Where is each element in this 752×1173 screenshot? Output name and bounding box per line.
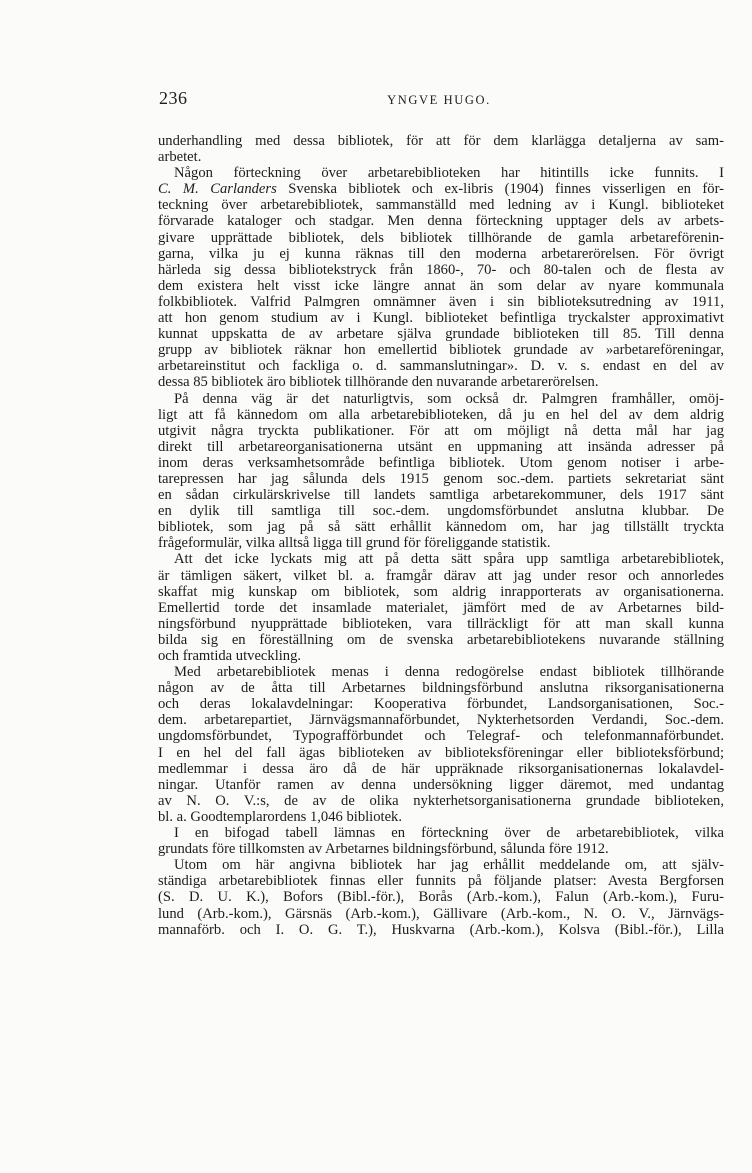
text-line: en dylik till samtliga till soc.-dem. ungdomsförbundet anslutna klubbar. De	[158, 503, 724, 520]
text-line: en sådan cirkulärskrivelse till landets samtliga arbetarekommuner, dels 1917 sänt	[158, 487, 724, 504]
text-line: givare upprättade bibliotek, dels bibliotek tillhörande de gamla arbetareförenin-	[158, 229, 724, 246]
text-line: Med arbetarebibliotek menas i denna redogörelse endast bibliotek tillhörande	[174, 664, 724, 681]
text-line: av N. O. V.:s, de av de olika nykterhetsorganisationerna grundade biblioteken,	[158, 792, 724, 809]
text-line: och deras lokalavdelningar: Kooperativa förbundet, Landsorganisationen, Soc.-	[158, 696, 724, 713]
text-line: härleda sig dessa bibliotekstryck från 1860-, 70- och 80-talen och de flesta av	[158, 261, 724, 278]
text-line: arbetareinstitut och fackliga o. d. sammanslutningar». D. v. s. endast en del av	[158, 358, 724, 375]
text-line: ningsförbund nyupprättade biblioteken, vara tillräckligt för att man skall kunna	[158, 615, 724, 632]
text-line: Att det icke lyckats mig att på detta sätt spåra upp samtliga arbetarebibliotek,	[174, 551, 724, 568]
italic-author-name: C. M. Carlanders	[158, 181, 277, 198]
text-line: ständiga arbetarebibliotek finnas eller funnits på följande platser: Avesta Bergforsen	[158, 873, 724, 890]
text-line: ligt att få kännedom om alla arbetarebiblioteken, då ju en hel del av dem aldrig	[158, 406, 724, 423]
text-line: bl. a. Goodtemplarordens 1,046 bibliotek.	[158, 808, 402, 825]
text-line: skaffat mig kunskap om bibliotek, som aldrig inrapporterats av organisationerna.	[158, 583, 724, 600]
text-line: dem existera helt visst icke längre annat än som delar av nyare kommunala	[158, 277, 724, 294]
text-line: inom deras verksamhetsområde befintliga bibliotek. Utom genom notiser i arbe-	[158, 454, 724, 471]
text-line: C. M. Carlanders Svenska bibliotek och ex-libris (1904) finnes visserligen en för-	[158, 181, 724, 198]
text-line: mannaförb. och I. O. G. T.), Huskvarna (Arb.-kom.), Kolsva (Bibl.-för.), Lilla	[158, 921, 724, 938]
text-line: grupp av bibliotek räknar hon emellertid bibliotek grundade av »arbetareföreningar,	[158, 342, 724, 359]
text-line: folkbibliotek. Valfrid Palmgren omnämner även i sin biblioteksutredning av 1911,	[158, 293, 724, 310]
text-line: utgivit några tryckta publikationer. För att om möjligt nå detta mål har jag	[158, 422, 724, 439]
text-line: är tämligen säkert, vilket bl. a. framgår därav att jag under resor och annorledes	[158, 567, 724, 584]
text-line: förvarade kataloger och stadgar. Men denna förteckning upptager dels av arbets-	[158, 213, 724, 230]
text-line: dem. arbetarepartiet, Järnvägsmannaförbundet, Nykterhetsorden Verdandi, Soc.-dem.	[158, 712, 724, 729]
text-line: bilda sig en föreställning om de svenska arbetarebibliotekens nuvarande ställning	[158, 631, 724, 648]
text-line: kunnat uppskatta de av arbetare själva grundade biblioteken till 85. Till denna	[158, 326, 724, 343]
text-line: lund (Arb.-kom.), Gärsnäs (Arb.-kom.), Gällivare (Arb.-kom., N. O. V., Järnvägs-	[158, 905, 724, 922]
text-line: frågeformulär, vilka alltså ligga till grund för föreliggande statistik.	[158, 535, 551, 552]
text-line: arbetet.	[158, 149, 202, 166]
text-line: medlemmar i dessa äro då de här uppräknade riksorganisationernas lokalavdel-	[158, 760, 724, 777]
text-line: tarepressen har jag sålunda dels 1915 genom soc.-dem. partiets sekretariat sänt	[158, 470, 724, 487]
text-line: Utom om här angivna bibliotek har jag erhållit meddelande om, att själv-	[174, 857, 724, 874]
text-line: I en bifogad tabell lämnas en förteckning över de arbetarebibliotek, vilka	[174, 825, 724, 842]
page-number: 236	[159, 88, 188, 108]
text-line: att hon genom studium av i Kungl. biblioteket befintliga tryckalster approximativt	[158, 310, 724, 327]
text-line: garna, vilka ju ej kunna räknas till den moderna arbetarerörelsen. För övrigt	[158, 245, 724, 262]
text-line: direkt till arbetareorganisationerna utsänt en uppmaning att insända adresser på	[158, 438, 724, 455]
text-line: På denna väg är det naturligtvis, som också dr. Palmgren framhåller, omöj-	[174, 390, 724, 407]
text-line: Någon förteckning över arbetarebiblioteken har hitintills icke funnits. I	[174, 165, 724, 182]
text-line: dessa 85 bibliotek äro bibliotek tillhörande den nuvarande arbetarerörelsen.	[158, 374, 599, 391]
running-head: YNGVE HUGO.	[387, 93, 491, 107]
body-text	[158, 133, 724, 938]
text-line: och framtida utveckling.	[158, 648, 302, 664]
text-line: grundats före tillkomsten av Arbetarnes bildningsförbund, sålunda före 1912.	[158, 841, 609, 858]
text-line: underhandling med dessa bibliotek, för att för dem klarlägga detaljerna av sam-	[158, 133, 724, 149]
text-line: (S. D. U. K.), Bofors (Bibl.-för.), Borås (Arb.-kom.), Falun (Arb.-kom.), Furu-	[158, 889, 724, 906]
text-line: I en hel del fall ägas biblioteken av biblioteksföreningar eller biblioteksförbund;	[158, 744, 724, 761]
text-line: Emellertid torde det insamlade materialet, jämfört med de av Arbetarnes bild-	[158, 599, 724, 616]
text-line: någon av de åtta till Arbetarnes bildningsförbund anslutna riksorganisationerna	[158, 680, 724, 697]
text-line: ningar. Utanför ramen av denna undersökning ligger däremot, med undantag	[158, 776, 724, 793]
text-line: ungdomsförbundet, Typografförbundet och Telegraf- och telefonmannaförbundet.	[158, 728, 724, 745]
text-line: bibliotek, som jag på så sätt erhållit kännedom om, har jag tillställt tryckta	[158, 519, 724, 536]
text-line: teckning över arbetarebibliotek, sammanställd med ledning av i Kungl. biblioteket	[158, 197, 724, 214]
page-header	[159, 88, 719, 112]
